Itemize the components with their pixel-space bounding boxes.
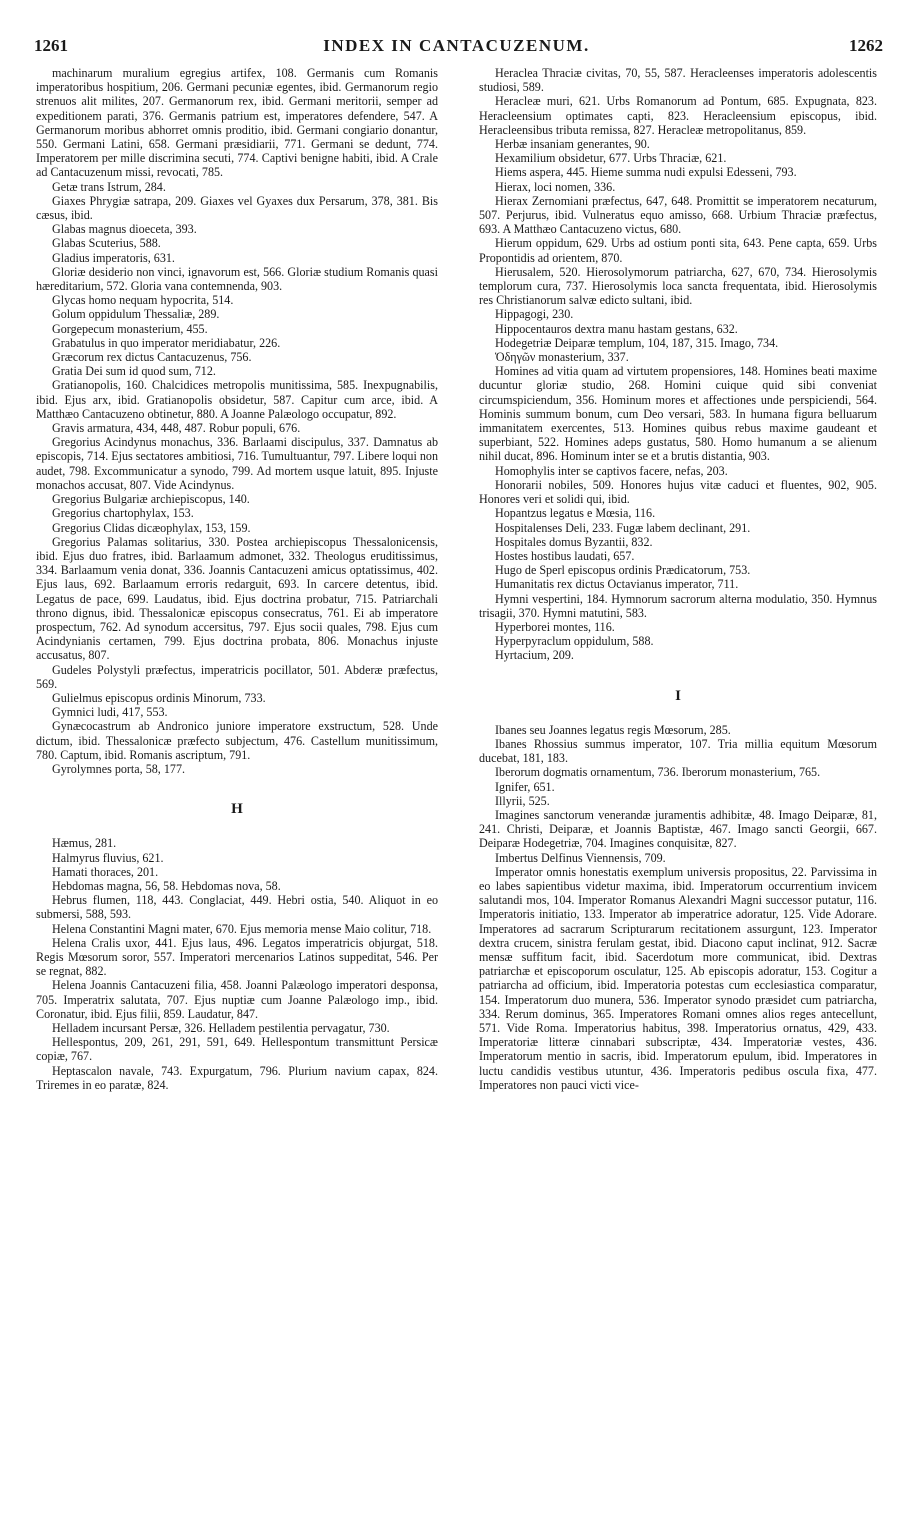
index-entry: Gratia Dei sum id quod sum, 712. bbox=[52, 364, 216, 379]
index-entry: Ignifer, 651. bbox=[495, 779, 555, 794]
index-entry: Gregorius Palamas solitarius, 330. Postea archiepiscopus Thessalonicensis, ibid. Ejus duo fratres, ibid. Barlaamum admonet, 332. Theologus eruditissimus, 334. Barlaamum venia donat, 336. Joannis Cantacuzeni amicus optatissimus, 402. Ejus laus, 692. Barlaamum erroris redarguit, 693. In carcere detentus, ibid. Legatus de pace, 699. Laudatus, ibid. Ejus doctrina probatur, 715. Patriarchali throno dignus, ibid. Thessalonicæ episcopus consecratus, 761. Ei ab imperatore prospectum, 762. Ad synodum accersitus, 797. Ejus socii quales, 798. Ejus cum Acindynianis certamen, 799. Ejus doctrina probata, 806. Monachus injuste accusatus, 807. bbox=[36, 534, 438, 663]
index-entry: Hippagogi, 230. bbox=[495, 307, 574, 322]
index-entry: Halmyrus fluvius, 621. bbox=[52, 850, 164, 865]
index-entry: Hellespontus, 209, 261, 291, 591, 649. Hellespontum transmittunt Persicæ copiæ, 767. bbox=[36, 1035, 438, 1064]
index-entry: Gulielmus episcopus ordinis Minorum, 733. bbox=[52, 690, 266, 705]
index-entry: Hostes hostibus laudati, 657. bbox=[495, 548, 635, 563]
index-entry: Hodegetriæ Deiparæ templum, 104, 187, 315. Imago, 734. bbox=[495, 335, 779, 350]
section-letter: H bbox=[231, 801, 243, 818]
index-entry: Imperator omnis honestatis exemplum universis propositus, 22. Parvissima in eo labes sapientibus videtur maxima, ibid. Imperatorum occurrentium invicem salutandi mos, 104. Imperator Romanus Alexandri Magni successor putatur, 116. Imperatoris initiatio, 133. Imperator ab imperatrice adoratur, 125. Vide Adorare. Imperatores ad sacrarum Scripturarum recitationem assurgunt, 123. Imperator dextra crucem, sinistra ferulam gestat, ibid. Diacono caput inclinat, 912. Sacræ mensæ suffitum facit, ibid. Sacerdotum more communicat, ibid. Dextras patriarchæ et episcoporum osculatur, 125. Ab episcopis adoratur, 153. Cogitur a patriarcha ad officium, ibid. Imperatoria potestas cum ecclesiastica comparatur, 154. Imperatorum duo munera, 536. Imperator synodo præsidet cum patriarcha, 334. Rerum dominus, 365. Imperatores Romani omnes alios reges antecellunt, 571. Vide Roma. Imperatorius habitus, 398. Imperatorius ornatus, 429, 433. Imperatoriæ litteræ cinnabari subscriptæ, 434. Imperatoriæ vestes, 436. Imperatorum mentio in sacris, ibid. Imperatorum epulum, ibid. Imperatores in luctu candidis vestibus utuntur, 436. Imperatoris pedibus oscula fixa, 477. Imperatores non pauci victi vice- bbox=[479, 864, 877, 1092]
index-entry: Illyrii, 525. bbox=[495, 793, 550, 808]
index-entry: Gregorius Clidas dicæophylax, 153, 159. bbox=[52, 520, 251, 535]
index-entry: Hierax Zernomiani præfectus, 647, 648. Promittit se imperatorem necaturum, 507. Perjurus, ibid. Vulneratus equo amisso, 668. Urbium Thraciæ præfectus, 693. A Matthæo Cantacuzeno victus, 680. bbox=[479, 193, 877, 237]
index-entry: Gymnici ludi, 417, 553. bbox=[52, 705, 168, 720]
running-title: INDEX IN CANTACUZENUM. bbox=[323, 36, 590, 55]
index-entry: Hospitales domus Byzantii, 832. bbox=[495, 534, 653, 549]
index-entry: Gorgepecum monasterium, 455. bbox=[52, 321, 208, 336]
index-entry: Hierax, loci nomen, 336. bbox=[495, 179, 616, 194]
index-entry: Homophylis inter se captivos facere, nefas, 203. bbox=[495, 463, 728, 478]
index-entry: Heptascalon navale, 743. Expurgatum, 796. Plurium navium capax, 824. Triremes in eo paratæ, 824. bbox=[36, 1063, 438, 1092]
index-entry: Imagines sanctorum venerandæ juramentis adhibitæ, 48. Imago Deiparæ, 81, 241. Christi, Deiparæ, et Joannis Baptistæ, 467. Imago sancti Georgii, 667. Deiparæ Hodegetriæ, 704. Imagines conquisitæ, 827. bbox=[479, 807, 877, 851]
index-entry: Humanitatis rex dictus Octavianus imperator, 711. bbox=[495, 577, 739, 592]
index-entry: Imbertus Delfinus Viennensis, 709. bbox=[495, 850, 666, 865]
section-letter: I bbox=[675, 687, 681, 704]
index-entry: Iberorum dogmatis ornamentum, 736. Iberorum monasterium, 765. bbox=[495, 765, 821, 780]
index-entry: Hyrtacium, 209. bbox=[495, 648, 574, 663]
index-entry: Hyperpyraclum oppidulum, 588. bbox=[495, 634, 654, 649]
index-entry: Hierum oppidum, 629. Urbs ad ostium ponti sita, 643. Pene capta, 659. Urbs Propontidis ad orientem, 870. bbox=[479, 236, 877, 265]
index-entry: Giaxes Phrygiæ satrapa, 209. Giaxes vel Gyaxes dux Persarum, 378, 381. Bis cæsus, ibid. bbox=[36, 193, 438, 223]
index-entry: Hexamilium obsidetur, 677. Urbs Thraciæ, 621. bbox=[495, 151, 727, 166]
index-entry: Ibanes seu Joannes legatus regis Mœsorum, 285. bbox=[495, 722, 731, 737]
index-entry: Heraclea Thraciæ civitas, 70, 55, 587. Heracleenses imperatoris adolescentis studiosi, 589. bbox=[479, 66, 877, 95]
index-entry: Hierusalem, 520. Hierosolymorum patriarcha, 627, 670, 734. Hierosolymis templorum cura, 737. Hierosolymis loca sancta frequentata, ibid. Hierosolymis res Christianorum salvæ edicto sultani, ibid. bbox=[479, 264, 877, 308]
index-entry: Herbæ insaniam generantes, 90. bbox=[495, 137, 650, 152]
index-entry: Gyrolymnes porta, 58, 177. bbox=[52, 761, 186, 776]
index-entry: Græcorum rex dictus Cantacuzenus, 756. bbox=[52, 350, 252, 365]
index-entry: Hiems aspera, 445. Hieme summa nudi expulsi Edesseni, 793. bbox=[495, 165, 797, 180]
index-entry: Hugo de Sperl episcopus ordinis Prædicatorum, 753. bbox=[495, 563, 751, 578]
index-entry: Getæ trans Istrum, 284. bbox=[52, 179, 166, 194]
index-entry: Hospitalenses Deli, 233. Fugæ labem declinant, 291. bbox=[495, 520, 751, 535]
page-number-left: 1261 bbox=[34, 36, 68, 55]
index-entry: Golum oppidulum Thessaliæ, 289. bbox=[52, 307, 220, 322]
index-entry: Gynæcocastrum ab Andronico juniore imperatore exstructum, 528. Unde dictum, ibid. Thessalonicæ præfecto subjectum, 476. Castellum munitissimum, 780. Captum, ibid. Romanis ascriptum, 791. bbox=[36, 719, 438, 762]
index-entry: Helladem incursant Persæ, 326. Helladem pestilentia pervagatur, 730. bbox=[52, 1021, 390, 1035]
index-entry: Gregorius Acindynus monachus, 336. Barlaami discipulus, 337. Damnatus ab episcopis, 714. Ejus sectatores ambitiosi, 716. Tumultuantur, 797. Libere loqui non audet, 798. Excommunicatur a synodo, 799. Ad mortem usque latuit, 895. Injuste monachos accusat, 807. Vide Acindynus. bbox=[36, 435, 438, 492]
index-entry: Hyperborei montes, 116. bbox=[495, 619, 615, 634]
left-column bbox=[36, 66, 438, 1092]
right-column bbox=[479, 66, 877, 1092]
index-entry: Helena Cralis uxor, 441. Ejus laus, 496. Legatos imperatricis objurgat, 518. Regis Mœsorum soror, 557. Imperatori mercenarios Latinos suppeditat, 546. Per se regnat, 882. bbox=[36, 935, 438, 979]
index-entry: Gravis armatura, 434, 448, 487. Robur populi, 676. bbox=[52, 421, 301, 436]
page-number-right: 1262 bbox=[849, 36, 883, 55]
index-entry: Hippocentauros dextra manu hastam gestans, 632. bbox=[495, 321, 738, 336]
index-entry: Helena Joannis Cantacuzeni filia, 458. Joanni Palæologo imperatori desponsa, 705. Imperatrix salutata, 707. Ejus nuptiæ cum Joanne Palæologo imp., ibid. Coronatur, ibid. Ejus filii, 859. Laudatur, 847. bbox=[36, 978, 438, 1021]
index-entry: Hæmus, 281. bbox=[52, 836, 117, 851]
index-entry: Hymni vespertini, 184. Hymnorum sacrorum alterna modulatio, 350. Hymnus trisagii, 370. Hymni matutini, 583. bbox=[479, 591, 877, 620]
index-entry: Hebdomas magna, 56, 58. Hebdomas nova, 58. bbox=[52, 878, 281, 893]
index-entry: Gloriæ desiderio non vinci, ignavorum est, 566. Gloriæ studium Romanis quasi hæreditarium, 572. Gloria vana contemnenda, 903. bbox=[36, 264, 438, 294]
index-entry: Hebrus flumen, 118, 443. Conglaciat, 449. Hebri ostia, 540. Aliquot in eo submersi, 588, 593. bbox=[36, 893, 438, 922]
index-entry: Gratianopolis, 160. Chalcidices metropolis munitissima, 585. Inexpugnabilis, ibid. Ejus arx, ibid. Gratianopolis obsidetur, 587. Capitur cum arce, ibid. A Matthæo Cantacuzeno obtinetur, 880. A Joanne Palæologo occupatur, 892. bbox=[36, 378, 438, 421]
index-entry: Honorarii nobiles, 509. Honores hujus vitæ caduci et fluentes, 902, 905. Honores veri et solidi qui, ibid. bbox=[479, 477, 877, 507]
index-entry: Hamati thoraces, 201. bbox=[52, 864, 159, 879]
index-entry: Helena Constantini Magni mater, 670. Ejus memoria mense Maio colitur, 718. bbox=[52, 921, 432, 936]
index-entry: Gladius imperatoris, 631. bbox=[52, 250, 175, 265]
index-entry: Glabas magnus dioecetа, 393. bbox=[52, 222, 197, 237]
index-entry: Glabas Scuterius, 588. bbox=[52, 236, 161, 251]
index-entry: Homines ad vitia quam ad virtutem propensiores, 148. Homines beati maxime ducuntur gloriæ studio, 268. Homini cuique quid sibi conveniat circumspiciendum, 356. Hominum mores et affectiones unde perspiciendi, 564. Hominis summum bonum, cum Deo versari, 583. In humana figura belluarum immanitatem exercentes, 513. Homines quibus rebus maxime gaudeant et superbiant, 522. Homines adeps gustatus, 580. Homo humanum a se alienum nihil ducat, 896. Hominum inter se et a brutis distantia, 903. bbox=[479, 364, 877, 464]
index-entry: Gregorius Bulgariæ archiepiscopus, 140. bbox=[52, 492, 250, 507]
index-entry: machinarum muralium egregius artifex, 108. Germanis cum Romanis imperatoribus hospitium, 206. Germani pecuniæ egentes, ibid. Germanorum regio strenuos alit milites, 207. Germanorum rex, ibid. Germani meritorii, semper ad expeditionem parati, 376. Germanis patrium est, imperatores defendere, 547. A Germanorum moribus abhorret omnis proditio, ibid. Germani congiario donantur, 550. Germani Latini, 658. Germani præsidiarii, 771. Germani se dedunt, 774. Imperatorem per mille discrimina secuti, 774. Captivi benigne habiti, ibid. A Crale ad Cantacuzenum missi, revocati, 785. bbox=[36, 66, 438, 180]
index-entry: Hopantzus legatus e Mœsia, 116. bbox=[495, 506, 656, 521]
index-entry: Grabatulus in quo imperator meridiabatur, 226. bbox=[52, 335, 281, 350]
index-entry: Gudeles Polystyli præfectus, imperatricis pocillator, 501. Abderæ præfectus, 569. bbox=[36, 662, 438, 691]
index-entry: Glycas homo nequam hypocrita, 514. bbox=[52, 293, 234, 308]
index-entry: Ibanes Rhossius summus imperator, 107. Tria millia equitum Mœsorum ducebat, 181, 183. bbox=[479, 736, 877, 766]
index-entry: Ὁδηγῶν monasterium, 337. bbox=[495, 350, 629, 365]
index-entry: Gregorius chartophylax, 153. bbox=[52, 506, 194, 521]
running-header bbox=[30, 36, 883, 58]
index-entry: Heracleæ muri, 621. Urbs Romanorum ad Pontum, 685. Expugnata, 823. Heracleensium optimates capti, 823. Heracleensium episcopus, ibid. Heracleensibus tributa remissa, 827. Heracleæ metropolitanus, 859. bbox=[479, 94, 877, 137]
